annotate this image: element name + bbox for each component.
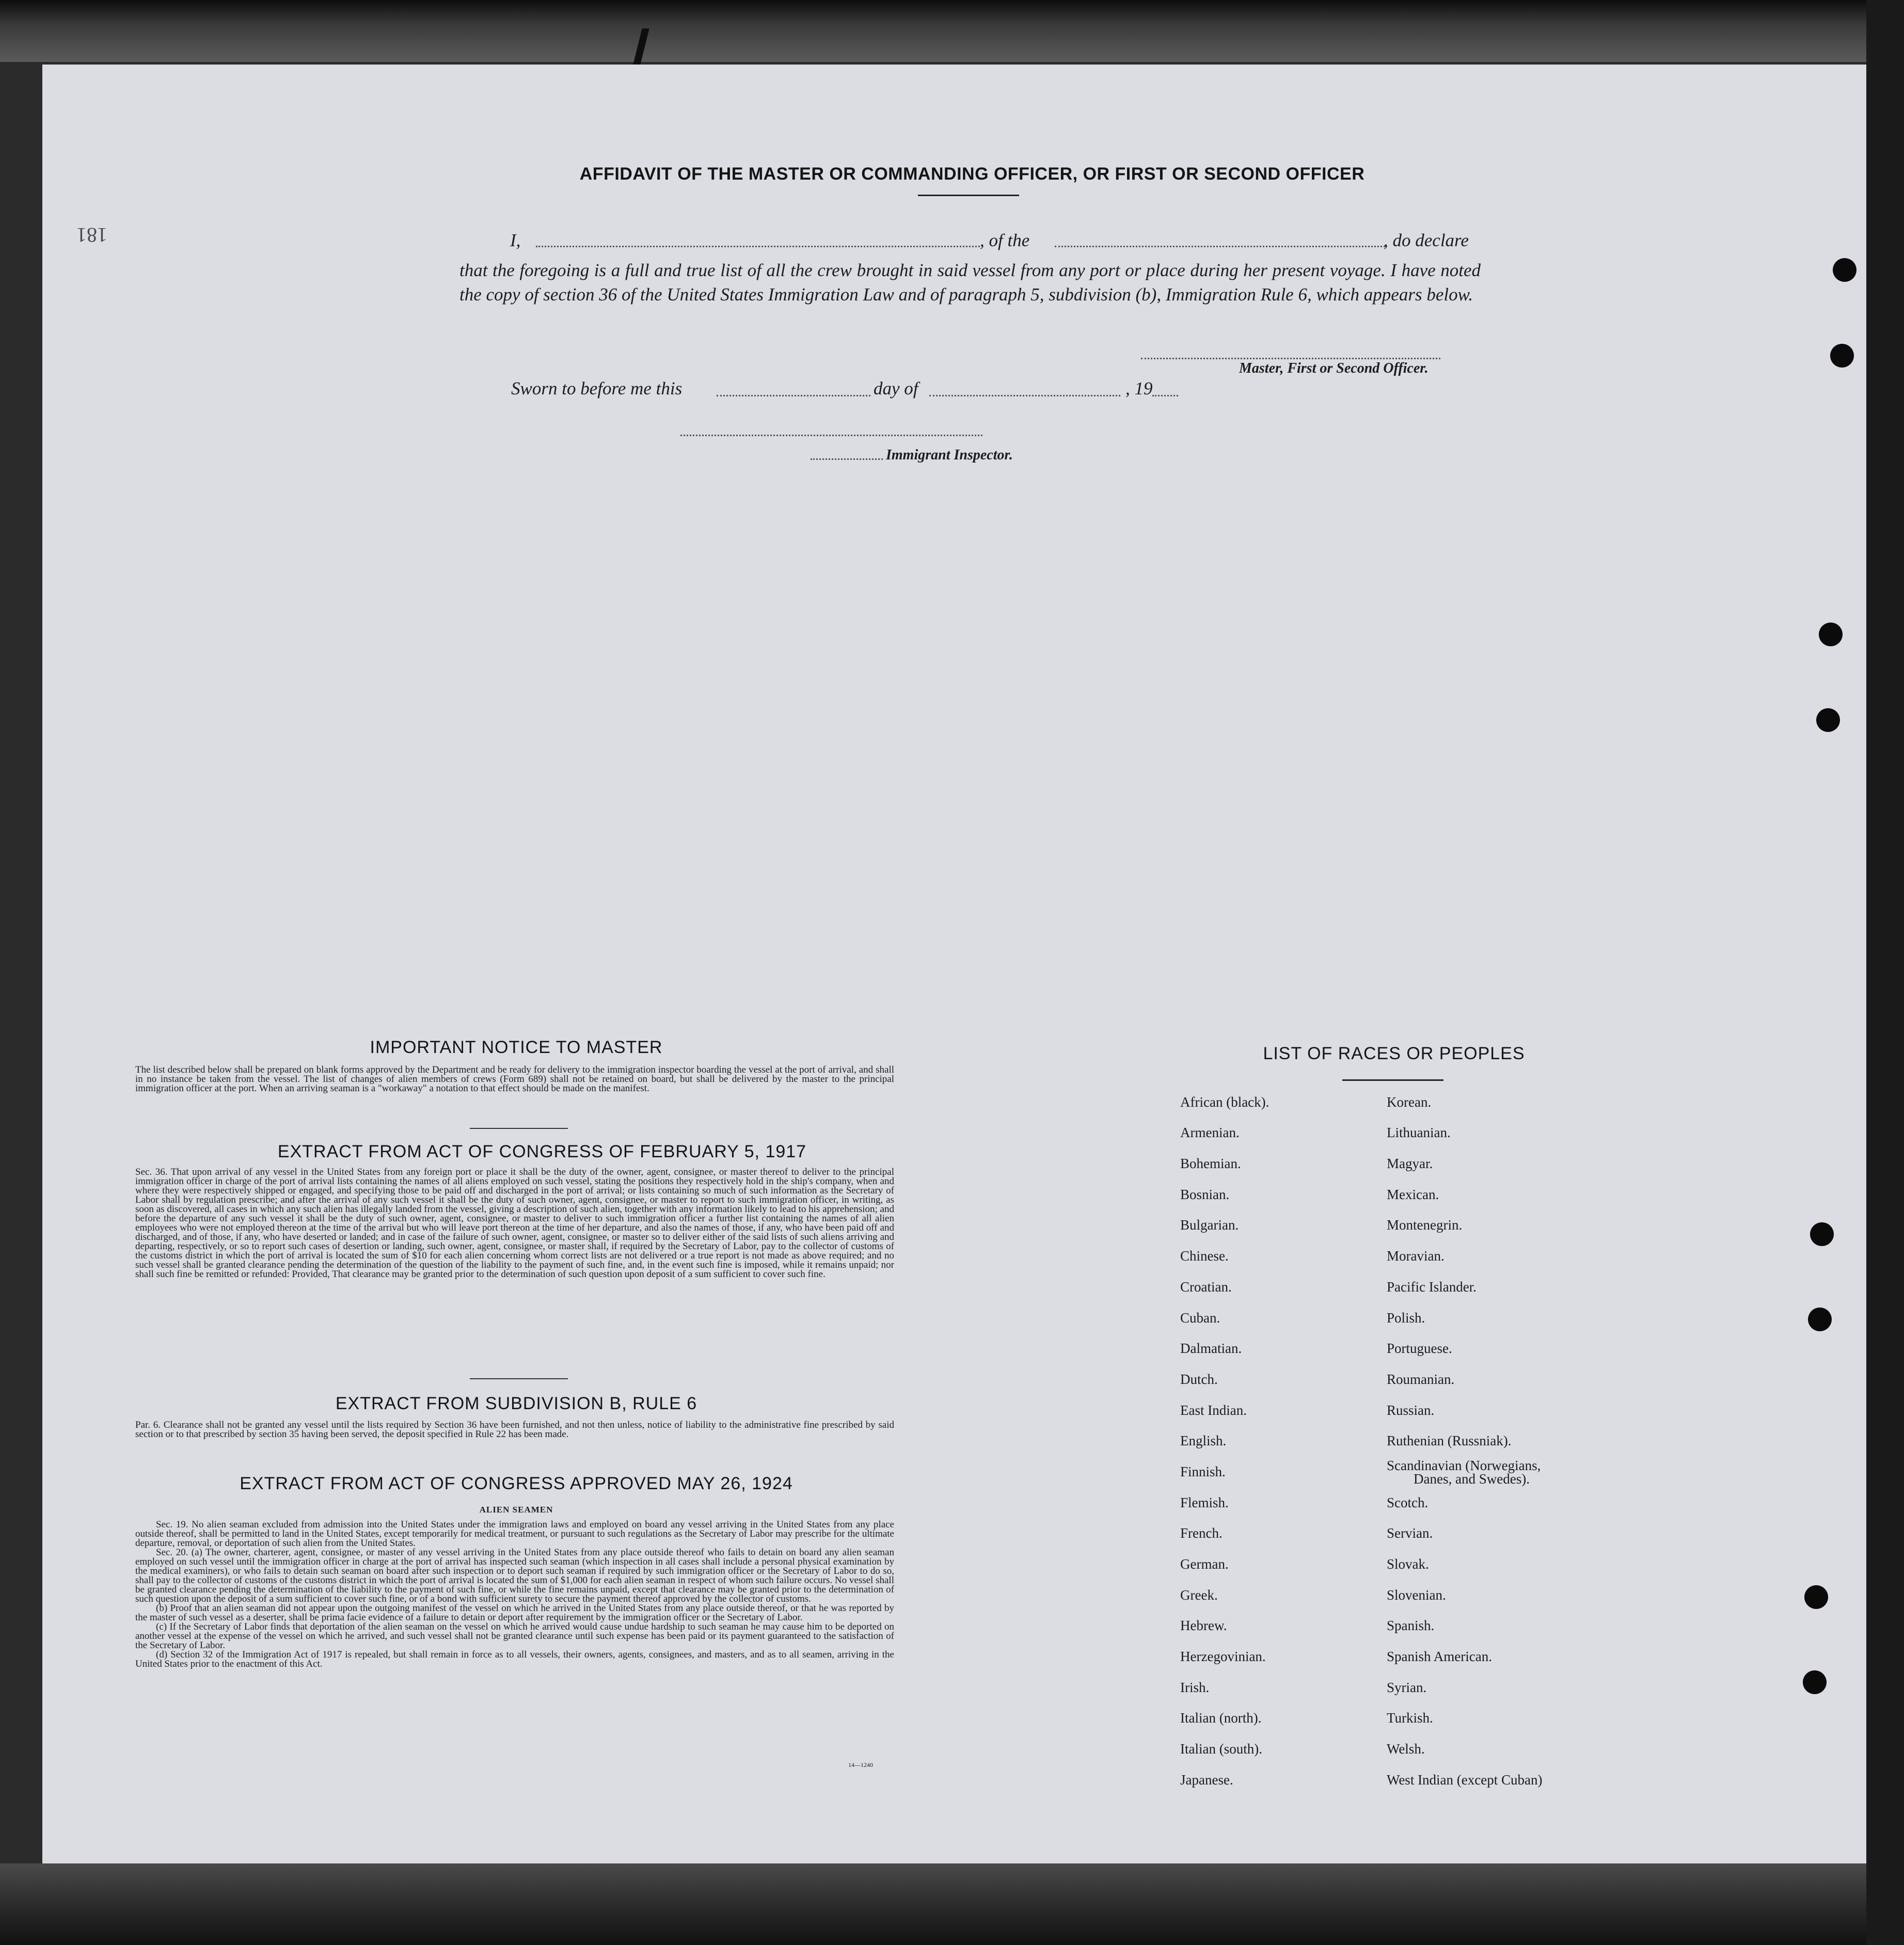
race-item: Roumanian. xyxy=(1387,1372,1455,1387)
affidavit-title-rule xyxy=(918,195,1019,196)
affidavit-i-prefix: I, xyxy=(510,230,521,250)
races-title-rule xyxy=(1342,1079,1443,1081)
race-item: Welsh. xyxy=(1387,1741,1425,1757)
punch-hole xyxy=(1804,1585,1828,1609)
race-item: Herzegovinian. xyxy=(1180,1649,1266,1664)
race-item: African (black). xyxy=(1180,1094,1270,1110)
race-item: Italian (south). xyxy=(1180,1741,1262,1757)
race-item: Syrian. xyxy=(1387,1680,1427,1695)
extract-1924-paragraph: (c) If the Secretary of Labor finds that deportation of the alien seaman on the vessel on which he arrived would cause undue hardship to such seaman he may cause him to be deported on another vessel at the expense of the vessel on which he arrived, and such vessel shall not be granted clearance until such expense has been paid or its payment guaranteed to the satisfaction of the Secretary of Labor. xyxy=(135,1621,894,1651)
race-item: Dalmatian. xyxy=(1180,1341,1242,1356)
sworn-year-blank[interactable] xyxy=(1152,395,1178,396)
name-blank[interactable] xyxy=(536,246,980,247)
race-item: East Indian. xyxy=(1180,1402,1247,1418)
sworn-day-of: day of xyxy=(874,378,918,398)
form-number: 14—1240 xyxy=(848,1761,873,1768)
extract-1924-paragraph: Sec. 20. (a) The owner, charterer, agent, consignee, or master of any vessel arriving in the United States from any place outside thereof who fails to detain on board any alien seaman employed on such vessel until the immigration officer in charge at the port of arrival has inspected such seaman (which inspection in all cases shall include a personal physical examination by the medical examiners), or who fails to detain such seaman on board after such inspection or to deport such seaman if required by such immigration officer or the Secretary of Labor to do so, shall pay to the collector of customs of the customs district in which the port of arrival is located the sum of $1,000 for each alien seaman in respect of whom such failure occurs. No vessel shall be granted clearance pending the determination of the liability to the payment of such fine, or while the fine remains unpaid, except that clearance may be granted prior to the determination of such question upon the deposit of a sum sufficient to cover such fine, or of a bond with sufficient surety to secure the payment thereof approved by the collector of customs. xyxy=(135,1547,894,1604)
race-item: Chinese. xyxy=(1180,1248,1229,1264)
race-item: Ruthenian (Russniak). xyxy=(1387,1433,1512,1448)
races-title: LIST OF RACES OR PEOPLES xyxy=(1263,1044,1525,1063)
race-item: Greek. xyxy=(1180,1587,1218,1603)
race-item: Scotch. xyxy=(1387,1495,1429,1510)
sworn-prefix: Sworn to before me this xyxy=(511,378,683,398)
race-item: Montenegrin. xyxy=(1387,1217,1463,1233)
race-item: Bosnian. xyxy=(1180,1187,1230,1202)
race-item: French. xyxy=(1180,1525,1223,1541)
race-item: Korean. xyxy=(1387,1094,1432,1110)
extract-1917-title: EXTRACT FROM ACT OF CONGRESS OF FEBRUARY 5, 1917 xyxy=(277,1142,807,1161)
race-item: Servian. xyxy=(1387,1525,1433,1541)
race-item: West Indian (except Cuban) xyxy=(1387,1772,1543,1788)
master-signature-blank[interactable] xyxy=(1141,358,1440,359)
extract-rule6-title: EXTRACT FROM SUBDIVISION B, RULE 6 xyxy=(335,1394,697,1413)
race-item: Spanish. xyxy=(1387,1618,1435,1633)
inspector-label: Immigrant Inspector. xyxy=(886,447,1013,463)
section-divider xyxy=(470,1128,568,1129)
sworn-year-prefix: , 19 xyxy=(1125,378,1153,398)
affidavit-body: that the foregoing is a full and true list of all the crew brought in said vessel from any port or place during her present voyage. I have noted the copy of section 36 of the United States Immigration Law and of paragraph 5, subdivision (b), Immigration Rule 6, which appears below. xyxy=(459,260,1481,305)
extract-1924-paragraph: (b) Proof that an alien seaman did not appear upon the outgoing manifest of the vessel on which he arrived in the United States from any place outside thereof, or that he was reported by the master of such vessel as a deserter, shall be prima facie evidence of a failure to detain or deport after requirement by the immigration officer or the Secretary of Labor. xyxy=(135,1603,894,1623)
scanner-top-border xyxy=(0,0,1904,62)
inspector-signature-blank[interactable] xyxy=(680,435,982,436)
extract-1924-subtitle: ALIEN SEAMEN xyxy=(479,1505,553,1514)
race-item: Croatian. xyxy=(1180,1279,1232,1295)
race-item: Pacific Islander. xyxy=(1387,1279,1477,1295)
vessel-blank[interactable] xyxy=(1055,246,1385,247)
race-item: Portuguese. xyxy=(1387,1341,1452,1356)
race-item: Italian (north). xyxy=(1180,1710,1262,1726)
affidavit-declaration-line xyxy=(510,230,1481,256)
extract-1924-title: EXTRACT FROM ACT OF CONGRESS APPROVED MAY 26, 1924 xyxy=(240,1474,793,1493)
race-item: Finnish. xyxy=(1180,1464,1226,1479)
scanner-right-border xyxy=(1866,0,1904,1945)
race-item: Magyar. xyxy=(1387,1156,1433,1171)
extract-1924-paragraph: Sec. 19. No alien seaman excluded from admission into the United States under the immigration laws and employed on board any vessel arriving in the United States from any place outside thereof, shall be permitted to land in the United States, except temporarily for medical treatment, or pursuant to such regulations as the Secretary of Labor may prescribe for the ultimate departure, removal, or deportation of such alien from the United States. xyxy=(135,1519,894,1549)
race-item: Bohemian. xyxy=(1180,1156,1241,1171)
master-signature-label: Master, First or Second Officer. xyxy=(1239,360,1429,376)
extract-rule6-body: Par. 6. Clearance shall not be granted any vessel until the lists required by Section 36 have been furnished, and not then unless, notice of liability to the administrative fine prescribed by said section or to that prescribed by section 35 having been served, the deposit specified in Rule 22 has been made. xyxy=(135,1420,894,1440)
race-item: Hebrew. xyxy=(1180,1618,1227,1633)
race-item: English. xyxy=(1180,1433,1227,1448)
extract-1924-body xyxy=(135,1520,894,1669)
sworn-day-blank[interactable] xyxy=(717,395,870,396)
race-item: Danes, and Swedes). xyxy=(1414,1471,1530,1487)
race-item: Scandinavian (Norwegians, xyxy=(1387,1458,1541,1473)
notice-body: The list described below shall be prepared on blank forms approved by the Department and be ready for delivery to the immigration inspector boarding the vessel at the port of arrival, and shall in no instance be taken from the vessel. The list of changes of alien members of crews (Form 689) shall not be retained on board, but shall be delivered by the master to the principal immigration officer at the port. When an arriving seaman is a "workaway" a notation to that effect should be made on the manifest. xyxy=(135,1064,894,1094)
notice-title: IMPORTANT NOTICE TO MASTER xyxy=(370,1038,663,1057)
inspector-leader-dots xyxy=(811,458,883,460)
scanner-bottom-border xyxy=(0,1863,1904,1945)
affidavit-title: AFFIDAVIT OF THE MASTER OR COMMANDING OFFICER, OR FIRST OR SECOND OFFICER xyxy=(579,164,1365,184)
race-item: Armenian. xyxy=(1180,1125,1240,1140)
section-divider xyxy=(470,1378,568,1379)
race-item: Slovenian. xyxy=(1387,1587,1446,1603)
punch-hole xyxy=(1803,1670,1827,1694)
race-item: Moravian. xyxy=(1387,1248,1445,1264)
race-item: Dutch. xyxy=(1180,1372,1218,1387)
race-item: Turkish. xyxy=(1387,1710,1433,1726)
punch-hole xyxy=(1810,1222,1834,1246)
punch-hole xyxy=(1833,258,1857,282)
extract-1917-body: Sec. 36. That upon arrival of any vessel in the United States from any foreign port or place it shall be the duty of the owner, agent, consignee, or master thereof to deliver to the principal immigration officer in charge of the port of arrival lists containing the names of all aliens employed on such vessel, stating the positions they respectively hold in the ship's company, when and where they were respectively shipped or engaged, and specifying those to be paid off and discharged in the port of arrival; or lists containing so much of such information as the Secretary of Labor shall by regulation prescribe; and after the arrival of any such vessel it shall be the duty of such owner, agent, consignee, or master to report to such immigration officer, in writing, as soon as discovered, all cases in which any such alien has illegally landed from the vessel, giving a description of such alien, together with any information likely to lead to his apprehension; and before the departure of any such vessel it shall be the duty of such owner, agent, consignee, or master to deliver to such immigration officer a further list containing the names of all alien employees who were not employed thereon at the time of the arrival but who will leave port thereon at the time of her departure, and also the names of those, if any, who have been paid off and discharged, and of those, if any, who have deserted or landed; and in case of the failure of such owner, agent, consignee, or master so to deliver either of the said lists of such aliens arriving and departing, respectively, or so to report such cases of desertion or landing, such owner, agent, consignee, or master shall, if required by the Secretary of Labor, pay to the collector of customs of the customs district in which the port of arrival is located the sum of $10 for each alien concerning whom correct lists are not delivered or a true report is not made as above required; and no such vessel shall be granted clearance pending the determination of the question of the liability to the payment of such fine, and, in the event such fine is imposed, while it remains unpaid; nor shall such fine be remitted or refunded: Provided, That clearance may be granted prior to the determination of such question upon deposit of a sum sufficient to cover such fine. xyxy=(135,1167,894,1280)
race-item: Japanese. xyxy=(1180,1772,1233,1788)
race-item: Lithuanian. xyxy=(1387,1125,1451,1140)
punch-hole xyxy=(1830,344,1854,368)
extract-1924-paragraph: (d) Section 32 of the Immigration Act of 1917 is repealed, but shall remain in force as to all vessels, their owners, agents, consignees, and masters, and as to all seamen, arriving in the United States prior to the enactment of this Act. xyxy=(135,1649,894,1669)
punch-hole xyxy=(1819,623,1843,646)
race-item: Spanish American. xyxy=(1387,1649,1492,1664)
punch-hole xyxy=(1808,1308,1832,1331)
race-item: Irish. xyxy=(1180,1680,1210,1695)
race-item: Cuban. xyxy=(1180,1310,1220,1326)
race-item: Bulgarian. xyxy=(1180,1217,1239,1233)
margin-page-number: 181 xyxy=(76,224,107,247)
race-item: German. xyxy=(1180,1556,1229,1572)
punch-hole xyxy=(1816,708,1840,732)
affidavit-of-the: , of the xyxy=(980,230,1030,250)
sworn-month-blank[interactable] xyxy=(929,395,1120,396)
race-item: Russian. xyxy=(1387,1402,1435,1418)
affidavit-do-declare: , do declare xyxy=(1384,230,1469,250)
race-item: Polish. xyxy=(1387,1310,1425,1326)
race-item: Mexican. xyxy=(1387,1187,1439,1202)
race-item: Slovak. xyxy=(1387,1556,1429,1572)
race-item: Flemish. xyxy=(1180,1495,1229,1510)
